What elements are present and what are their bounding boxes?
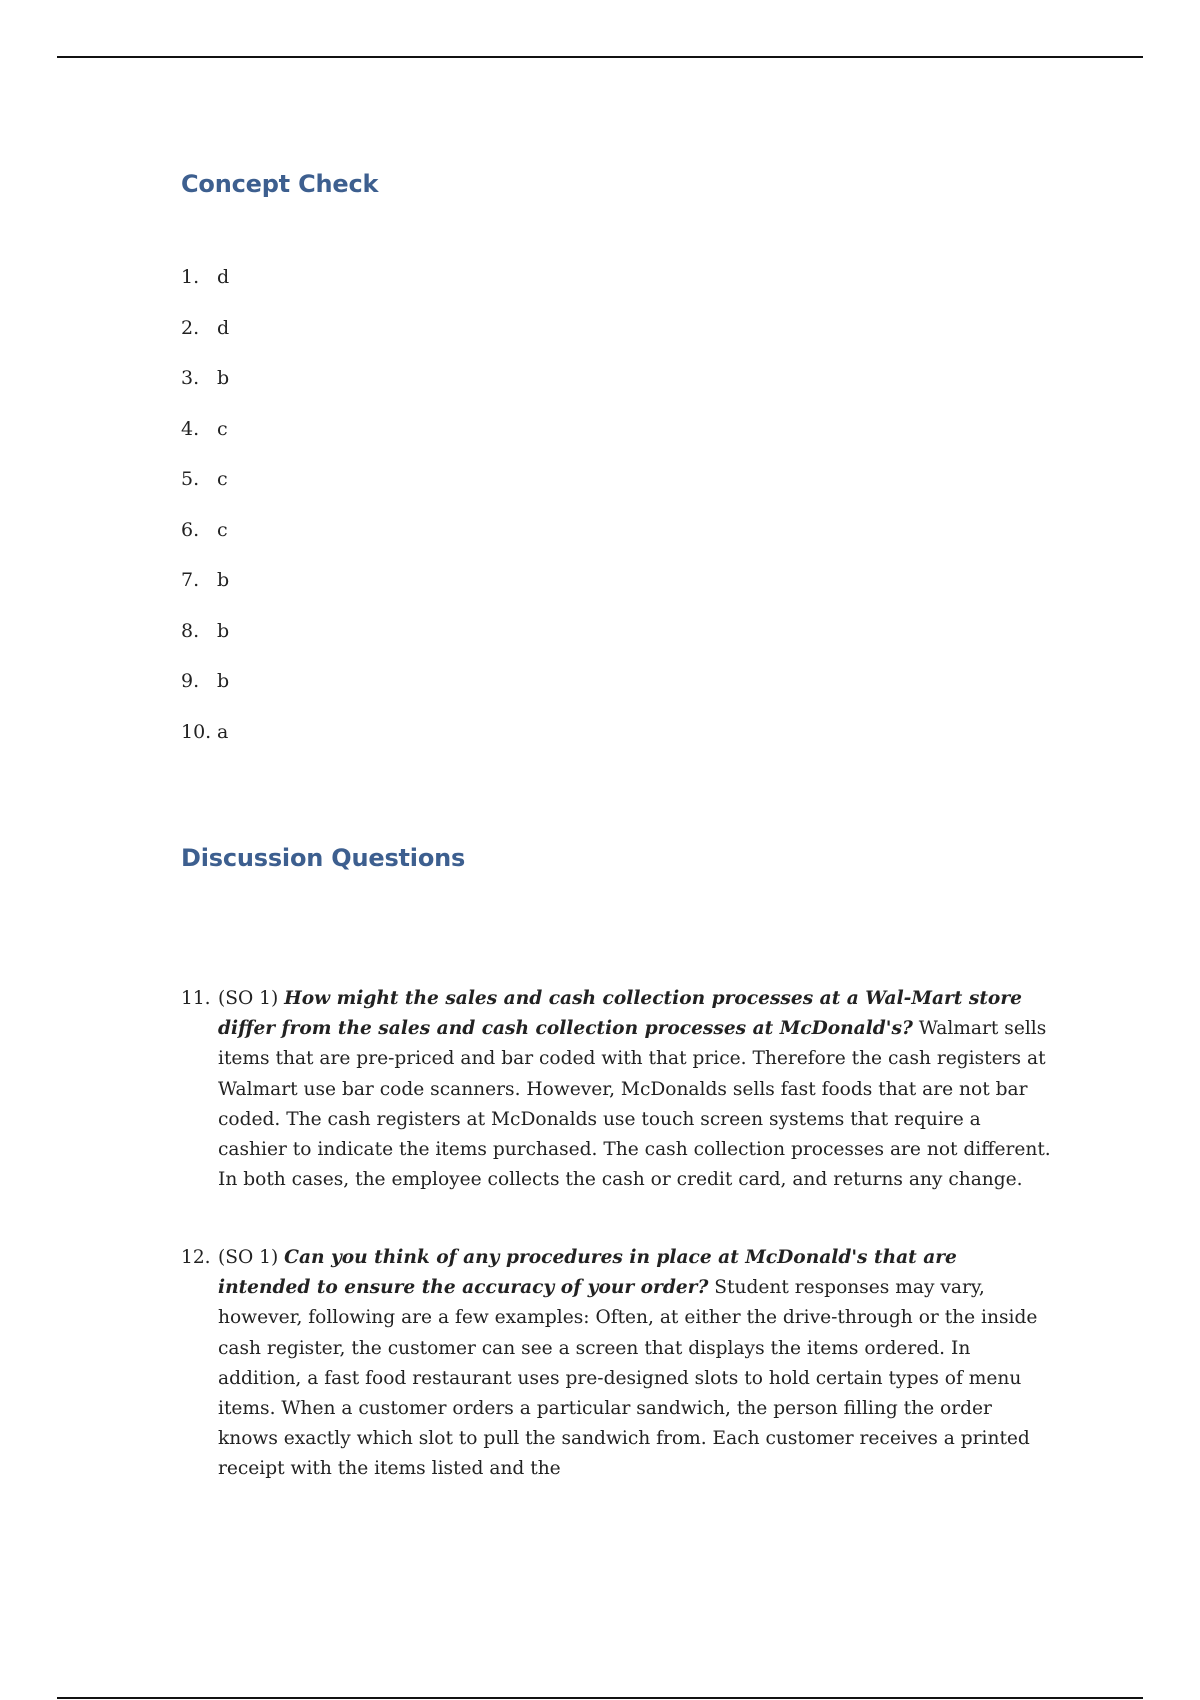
question-number: 11. bbox=[181, 988, 211, 1009]
answer-letter: b bbox=[217, 367, 230, 389]
answer-item bbox=[181, 363, 229, 414]
answer-number: 8. bbox=[181, 619, 200, 642]
answer-letter: d bbox=[217, 316, 230, 339]
discussion-question bbox=[181, 984, 1051, 1195]
answer-letter: b bbox=[217, 569, 230, 591]
answer-letter: d bbox=[217, 266, 230, 288]
answer-number: 6. bbox=[181, 518, 200, 541]
answer-letter: c bbox=[217, 468, 228, 490]
answer-item bbox=[181, 262, 229, 313]
answer-number: 1. bbox=[181, 266, 200, 288]
answer-item bbox=[181, 464, 229, 515]
question-objective-tag: (SO 1) bbox=[218, 988, 285, 1009]
footer-rule bbox=[57, 1697, 1143, 1699]
discussion-question bbox=[181, 1243, 1051, 1485]
answer-item bbox=[181, 313, 229, 364]
question-text: How might the sales and cash collection processes at a Wal-Mart store differ from the sales and cash collection processes at McDonald's? bbox=[218, 988, 1022, 1040]
answer-number: 10. bbox=[181, 720, 212, 743]
answer-number: 7. bbox=[181, 569, 200, 591]
header-rule bbox=[57, 56, 1143, 58]
question-text: Can you think of any procedures in place at McDonald's that are intended to ensure the accuracy of your order? bbox=[218, 1247, 957, 1299]
question-body bbox=[218, 1243, 1051, 1485]
answer-letter: c bbox=[217, 518, 228, 541]
answer-letter: b bbox=[217, 670, 230, 692]
answer-letter: c bbox=[217, 417, 228, 440]
answer-letter: b bbox=[217, 619, 230, 642]
concept-check-answer-list bbox=[181, 262, 229, 767]
question-objective-tag: (SO 1) bbox=[218, 1247, 285, 1268]
concept-check-heading: Concept Check bbox=[181, 170, 379, 198]
answer-item bbox=[181, 666, 229, 717]
answer-number: 9. bbox=[181, 670, 200, 692]
answer-letter: a bbox=[217, 720, 229, 743]
question-body bbox=[218, 984, 1051, 1195]
answer-item bbox=[181, 616, 229, 667]
question-answer: Walmart sells items that are pre-priced and bar coded with that price. Therefore the cash registers at Walmart use bar code scanners. However, McDonalds sells fast foods that are not bar coded. The cash registers at McDonalds use touch screen systems that require a cashier to indicate the items purchased. The cash collection processes are not different. In both cases, the employee collects the cash or credit card, and returns any change. bbox=[218, 1018, 1051, 1191]
answer-item bbox=[181, 565, 229, 616]
answer-number: 2. bbox=[181, 316, 200, 339]
discussion-questions-heading: Discussion Questions bbox=[181, 844, 466, 872]
answer-number: 4. bbox=[181, 417, 200, 440]
question-answer: Student responses may vary, however, following are a few examples: Often, at either the drive-through or the inside cash register, the customer can see a screen that displays the items ordered. In addition, a fast food restaurant uses pre-designed slots to hold certain types of menu items. When a customer orders a particular sandwich, the person filling the order knows exactly which slot to pull the sandwich from. Each customer receives a printed receipt with the items listed and the bbox=[218, 1277, 1038, 1480]
question-number: 12. bbox=[181, 1247, 211, 1268]
answer-item bbox=[181, 414, 229, 465]
answer-item bbox=[181, 515, 229, 566]
answer-number: 5. bbox=[181, 468, 200, 490]
answer-item bbox=[181, 717, 229, 768]
answer-number: 3. bbox=[181, 367, 200, 389]
